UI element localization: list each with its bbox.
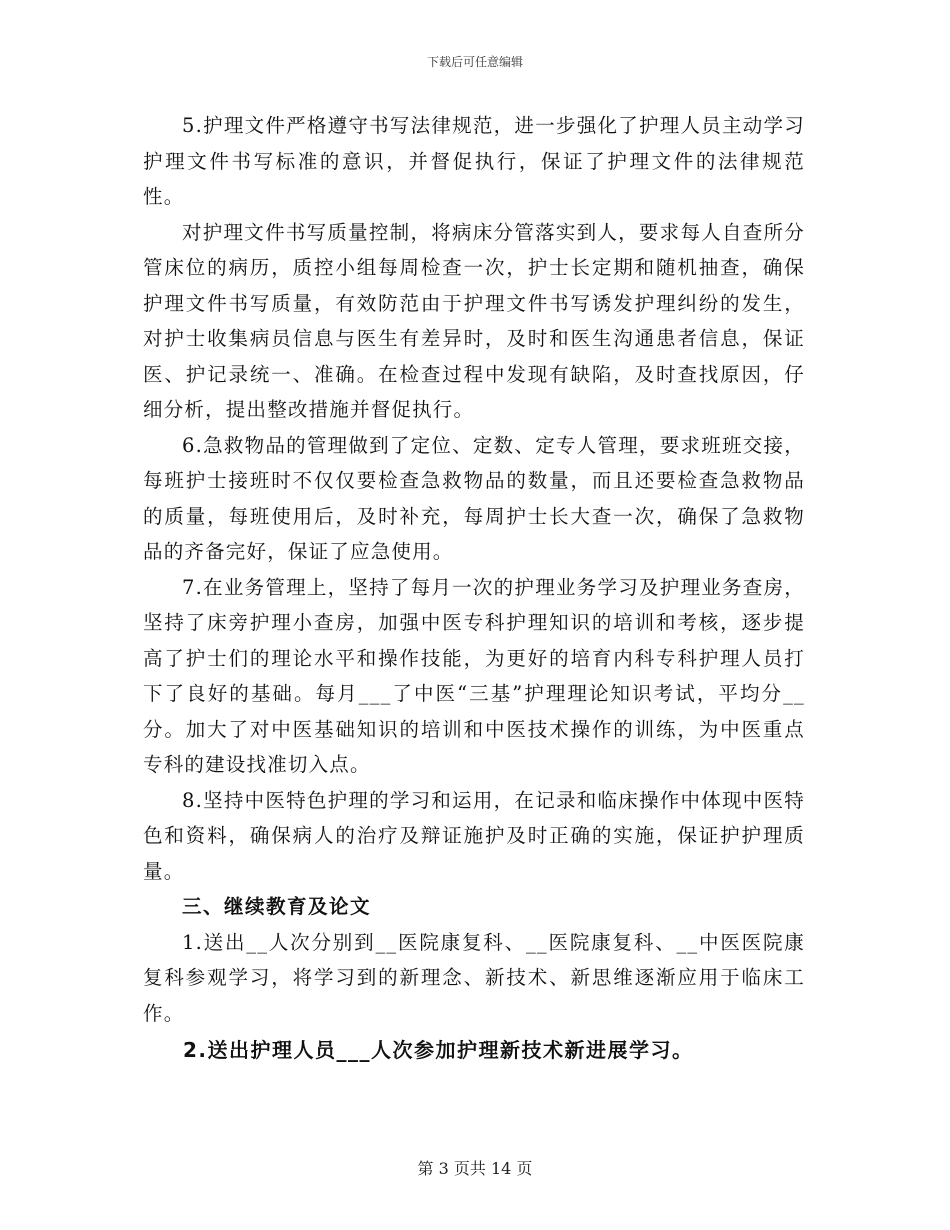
section-paragraph-1: 1.送出__人次分别到__医院康复科、__医院康复科、__中医医院康复科参观学习，将学习到的新理念、新技术、新思维逐渐应用于临床工作。 bbox=[143, 930, 805, 1025]
paragraph-8: 8.坚持中医特色护理的学习和运用，在记录和临床操作中体现中医特色和资料，确保病人的治疗及辩证施护及时正确的实施，保证护护理质量。 bbox=[143, 788, 805, 883]
document-body bbox=[143, 108, 805, 1069]
paragraph-5: 5.护理文件严格遵守书写法律规范，进一步强化了护理人员主动学习护理文件书写标准的意识，并督促执行，保证了护理文件的法律规范性。 bbox=[143, 114, 805, 208]
paragraph-6: 6.急救物品的管理做到了定位、定数、定专人管理，要求班班交接，每班护士接班时不仅仅要检查急救物品的数量，而且还要检查急救物品的质量，每班使用后，及时补充，每周护士长大查一次，确保了急救物品的齐备完好，保证了应急使用。 bbox=[143, 433, 805, 563]
paragraph-quality-control: 对护理文件书写质量控制，将病床分管落实到人，要求每人自查所分管床位的病历，质控小组每周检查一次，护士长定期和随机抽查，确保护理文件书写质量，有效防范由于护理文件书写诱发护理纠纷的发生，对护士收集病员信息与医生有差异时，及时和医生沟通患者信息，保证医、护记录统一、准确。在检查过程中发现有缺陷，及时查找原因，仔细分析，提出整改措施并督促执行。 bbox=[143, 220, 805, 421]
section-paragraph-2: 2.送出护理人员___人次参加护理新技术新进展学习。 bbox=[183, 1038, 694, 1062]
section-heading: 三、继续教育及论文 bbox=[182, 895, 372, 918]
page-footer: 第 3 页共 14 页 bbox=[417, 1159, 533, 1178]
paragraph-7: 7.在业务管理上，坚持了每月一次的护理业务学习及护理业务查房，坚持了床旁护理小查房，加强中医专科护理知识的培训和考核，逐步提高了护士们的理论水平和操作技能，为更好的培育内科专科护理人员打下了良好的基础。每月___了中医“三基”护理理论知识考试，平均分__分。加大了对中医基础知识的培训和中医技术操作的训练，为中医重点专科的建设找准切入点。 bbox=[143, 575, 805, 776]
page-header: 下载后可任意编辑 bbox=[426, 55, 523, 69]
